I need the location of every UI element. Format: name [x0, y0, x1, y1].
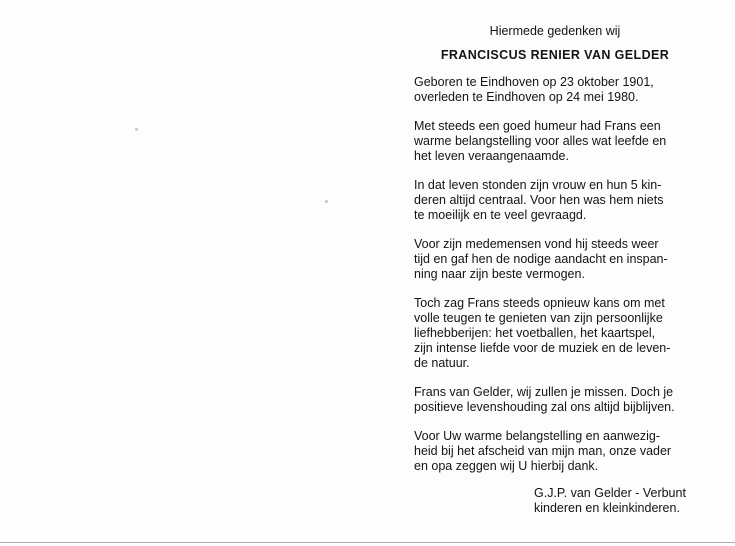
- signature-block: [534, 486, 696, 516]
- card-edge: [0, 542, 735, 543]
- line-text: de natuur.: [414, 356, 470, 370]
- signature-family: kinderen en kleinkinderen.: [534, 501, 680, 515]
- print-dot: [325, 200, 328, 203]
- line-text: Voor zijn medemensen vond hij steeds weer: [414, 237, 659, 251]
- line-text: Geboren te Eindhoven op 23 oktober 1901,: [414, 75, 654, 89]
- line-text: Voor Uw warme belangstelling en aanwezig-: [414, 429, 660, 443]
- line-text: ning naar zijn beste vermogen.: [414, 267, 585, 281]
- paragraph-fellow-people: [414, 237, 696, 282]
- line-text: Met steeds een goed humeur had Frans een: [414, 119, 661, 133]
- line-text: zijn intense liefde voor de muziek en de leven-: [414, 341, 671, 355]
- paragraph-humour: [414, 119, 696, 164]
- line-text: positieve levenshouding zal ons altijd bijblijven.: [414, 400, 675, 414]
- line-text: volle teugen te genieten van zijn persoonlijke: [414, 311, 663, 325]
- line-text: te moeilijk en te veel gevraagd.: [414, 208, 587, 222]
- text-line: [414, 90, 696, 105]
- paragraph-family: [414, 178, 696, 223]
- paragraph-birth-death: [414, 75, 696, 105]
- print-dot: [135, 128, 138, 131]
- line-text: Toch zag Frans steeds opnieuw kans om met: [414, 296, 665, 310]
- line-text: overleden te Eindhoven op 24 mei 1980.: [414, 90, 639, 104]
- deceased-name: FRANCISCUS RENIER VAN GELDER: [440, 48, 670, 62]
- line-text: en opa zeggen wij U hierbij dank.: [414, 459, 599, 473]
- line-text: tijd en gaf hen de nodige aandacht en inspan-: [414, 252, 668, 266]
- line-text: het leven veraangenaamde.: [414, 149, 569, 163]
- card-text: [414, 24, 696, 516]
- line-text: liefhebberijen: het voetballen, het kaartspel,: [414, 326, 656, 340]
- line-text: In dat leven stonden zijn vrouw en hun 5 kin-: [414, 178, 662, 192]
- paragraph-missing: [414, 385, 696, 415]
- text-line: [414, 75, 696, 90]
- line-text: heid bij het afscheid van mijn man, onze vader: [414, 444, 672, 458]
- signature-name: G.J.P. van Gelder - Verbunt: [534, 486, 686, 500]
- paragraph-thanks: [414, 429, 696, 474]
- paragraph-hobbies: [414, 296, 696, 371]
- line-text: deren altijd centraal. Voor hen was hem niets: [414, 193, 664, 207]
- line-text: Frans van Gelder, wij zullen je missen. Doch je: [414, 385, 674, 399]
- line-text: warme belangstelling voor alles wat leefde en: [414, 134, 667, 148]
- intro-text: Hiermede gedenken wij: [489, 24, 621, 38]
